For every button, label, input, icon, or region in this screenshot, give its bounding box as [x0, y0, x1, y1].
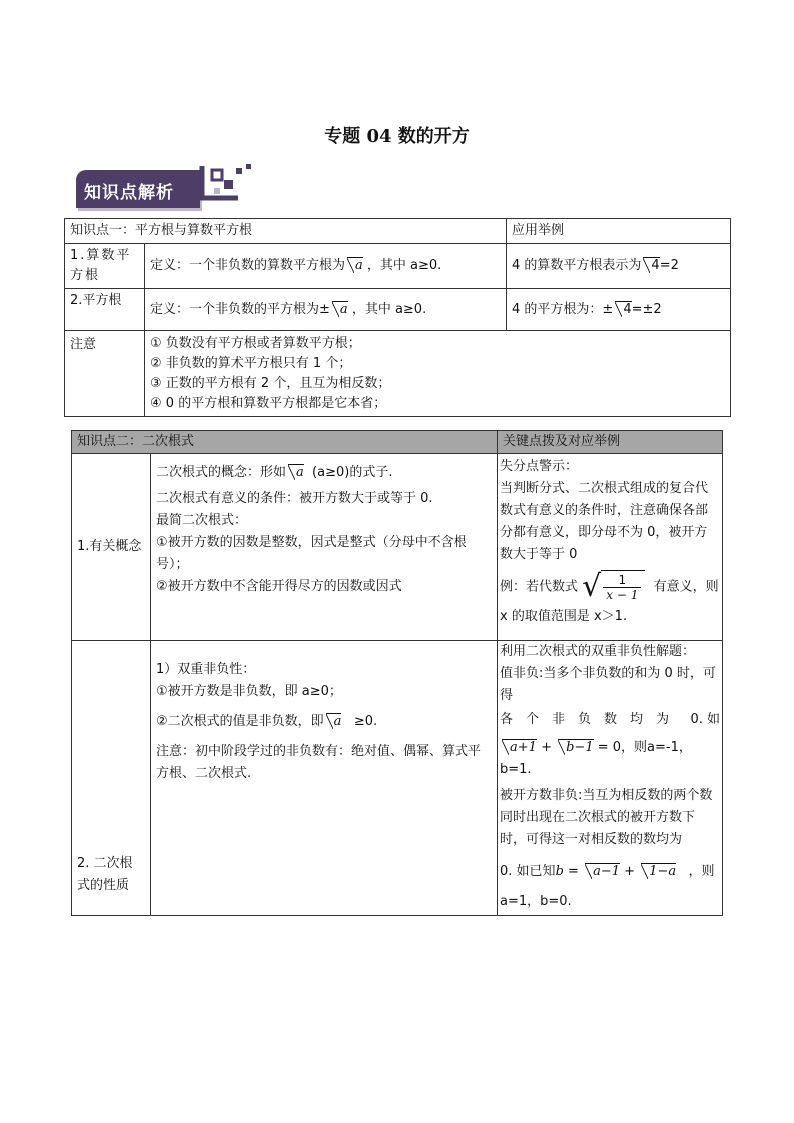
knowledge-table-2	[71, 430, 723, 916]
table1-header-left: 知识点一：平方根与算数平方根	[65, 219, 507, 244]
table1-header-right: 应用举例	[507, 219, 731, 244]
note-item: ① 负数没有平方根或者算数平方根；	[150, 336, 361, 351]
t2-row2-label: 2. 二次根式的性质	[72, 641, 151, 916]
tips-cell-1: 失分点警示： 当判断分式、二次根式组成的复合代数式有意义的条件时，注意确保各部分都有意义，即分母不为 0，被开方数大于等于 0 例：若代数式 √ $\frac{1}{x - 1}$ 有意义，则 x 的取值范围是 x＞1.	[498, 454, 723, 641]
sqrt-symbol: √ $\frac{1}{x - 1}$	[582, 570, 645, 604]
row1-example: 4 的算数平方根表示为 4=2	[507, 244, 731, 289]
notes-list	[145, 331, 731, 417]
sqrt-symbol: 1−a	[641, 863, 676, 879]
note-item: ② 非负数的算术平方根只有 1 个；	[150, 356, 352, 371]
tips-cell-2: 利用二次根式的双重非负性解题： 值非负:当多个非负数的和为 0 时，可得 各个非负数均为 0. 如 a+1 + b−1 = 0，则a=-1，b=1. 被开方数非负:当互为相反数的两个数同时出现在二次根式的被开方数下时，可得这一对相反数的数均为 0. 如已知b = a−1 + 1−a ，则 a=1，b=0.	[498, 641, 723, 916]
table2-header-right: 关键点拨及对应举例	[498, 431, 723, 454]
knowledge-table-1	[64, 218, 731, 417]
row1-label: 1.算数平方根	[65, 244, 145, 289]
section-banner	[76, 162, 266, 212]
sqrt-symbol: a	[332, 301, 348, 317]
concept-cell: 二次根式的概念：形如 a (a≥0)的式子. 二次根式有意义的条件：被开方数大于或等于 0. 最简二次根式： ①被开方数的因数是整数，因式是整式（分母中不含根号）； ②被开方数中不含能开得尽方的因数或因式	[151, 454, 498, 641]
row2-label: 2.平方根	[65, 289, 145, 331]
sqrt-symbol: a	[347, 257, 363, 273]
row2-example: 4 的平方根为：± 4=±2	[507, 289, 731, 331]
sqrt-symbol: a	[288, 464, 304, 480]
sqrt-symbol: a+1	[502, 739, 537, 755]
table2-header-left: 知识点二：二次根式	[72, 431, 498, 454]
note-item: ③ 正数的平方根有 2 个，且互为相反数；	[150, 376, 391, 391]
sqrt-symbol: a−1	[585, 863, 620, 879]
note-item: ④ 0 的平方根和算数平方根都是它本省；	[150, 396, 387, 411]
row1-definition: 定义：一个非负数的算数平方根为 a ，其中 a≥0.	[145, 244, 507, 289]
t2-row1-label: 1.有关概念	[72, 454, 151, 641]
row2-definition: 定义：一个非负数的平方根为± a ，其中 a≥0.	[145, 289, 507, 331]
sqrt-symbol: a	[326, 713, 342, 729]
sqrt-symbol: 4	[615, 301, 631, 317]
page-title: 专题 04 数的开方	[324, 126, 470, 147]
banner-label: 知识点解析	[84, 183, 174, 203]
sqrt-symbol: 4	[643, 257, 659, 273]
row3-label: 注意	[65, 331, 145, 417]
sqrt-symbol: b−1	[558, 739, 594, 755]
banner-decoration-icon	[198, 162, 258, 212]
properties-cell: 1）双重非负性： ①被开方数是非负数，即 a≥0； ②二次根式的值是非负数，即 a ≥0. 注意：初中阶段学过的非负数有：绝对值、偶幂、算式平方根、二次根式.	[151, 641, 498, 916]
